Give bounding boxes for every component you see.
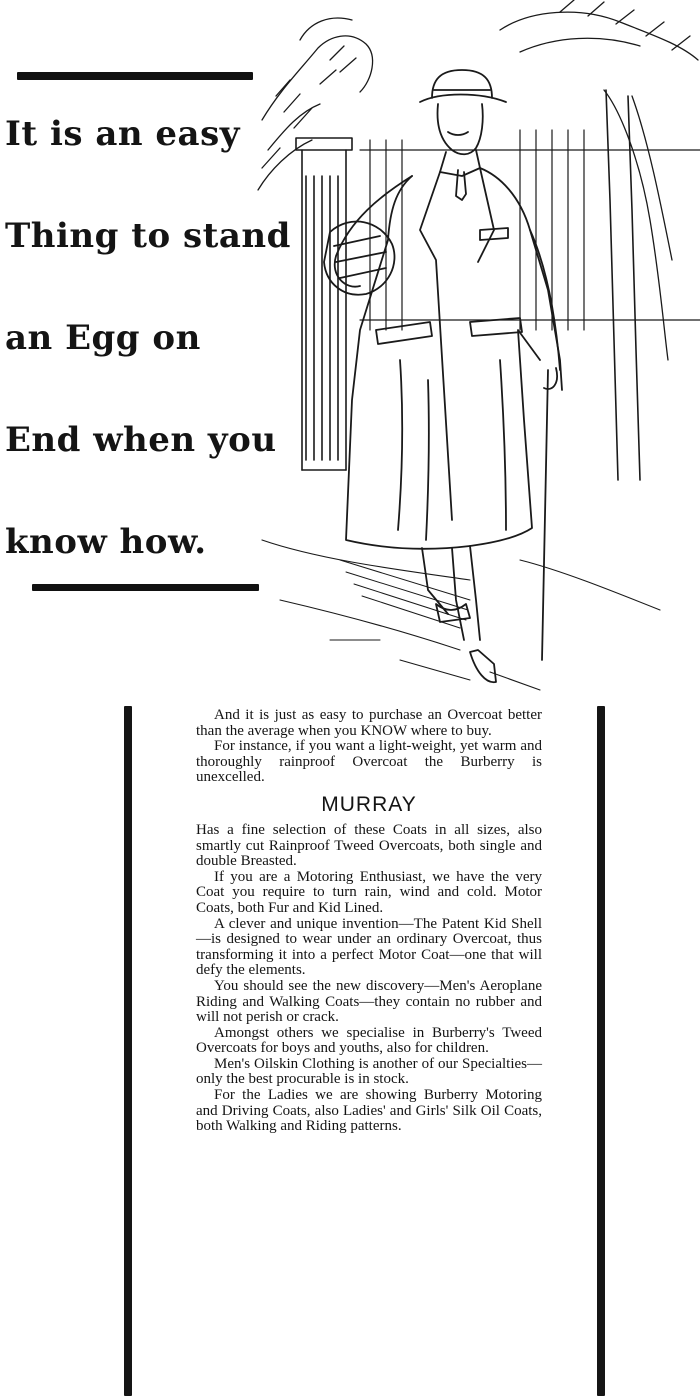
ad-copy: [196, 708, 542, 1135]
intro-paragraph: And it is just as easy to purchase an Overcoat better than the average when you KNOW where to buy.: [196, 707, 542, 739]
right-column-rule: [597, 706, 605, 1396]
headline-line-3: an Egg on: [5, 318, 201, 358]
tweed-overcoats-paragraph: Amongst others we specialise in Burberry's Tweed Overcoats for boys and youths, also for children.: [196, 1024, 542, 1057]
kid-shell-paragraph: A clever and unique invention—The Patent Kid Shell—is designed to wear under an ordinary Overcoat, thus transforming it into a perfect Motor Coat—one that will defy the elements.: [196, 915, 542, 979]
headline: [5, 94, 291, 604]
oilskin-paragraph: Men's Oilskin Clothing is another of our Specialties—only the best procurable is in stock.: [196, 1055, 542, 1088]
top-rule: [17, 72, 253, 80]
foliage-left: [258, 18, 373, 190]
ground: [262, 540, 660, 690]
foliage-right: [500, 0, 698, 360]
motoring-paragraph: If you are a Motoring Enthusiast, we have the very Coat you require to turn rain, wind and cold. Motor Coats, both Fur and Kid Lined.: [196, 868, 542, 916]
selection-paragraph: Has a fine selection of these Coats in all sizes, also smartly cut Rainproof Tweed Overcoats, both single and double Breasted.: [196, 821, 542, 870]
tree-trunk: [606, 90, 640, 480]
headline-line-4: End when you: [5, 420, 277, 460]
headline-line-1: It is an easy: [5, 114, 240, 154]
burberry-paragraph: For instance, if you want a light-weight, yet warm and thoroughly rainproof Overcoat the Burberry is unexcelled.: [196, 738, 542, 786]
left-column-rule: [124, 706, 132, 1396]
store-name: MURRAY: [321, 792, 417, 816]
bottom-rule: [32, 584, 259, 591]
aeroplane-coats-paragraph: You should see the new discovery—Men's Aeroplane Riding and Walking Coats—they contain no rubber and will not perish or crack.: [196, 977, 542, 1026]
headline-line-2: Thing to stand: [5, 216, 291, 256]
ladies-paragraph: For the Ladies we are showing Burberry Motoring and Driving Coats, also Ladies' and Girls' Silk Oil Coats, both Walking and Riding patterns.: [196, 1087, 542, 1135]
gate-post: [296, 138, 352, 470]
headline-line-5: know how.: [5, 522, 207, 562]
overcoat-illustration: [255, 0, 700, 700]
man-figure: [324, 70, 562, 682]
